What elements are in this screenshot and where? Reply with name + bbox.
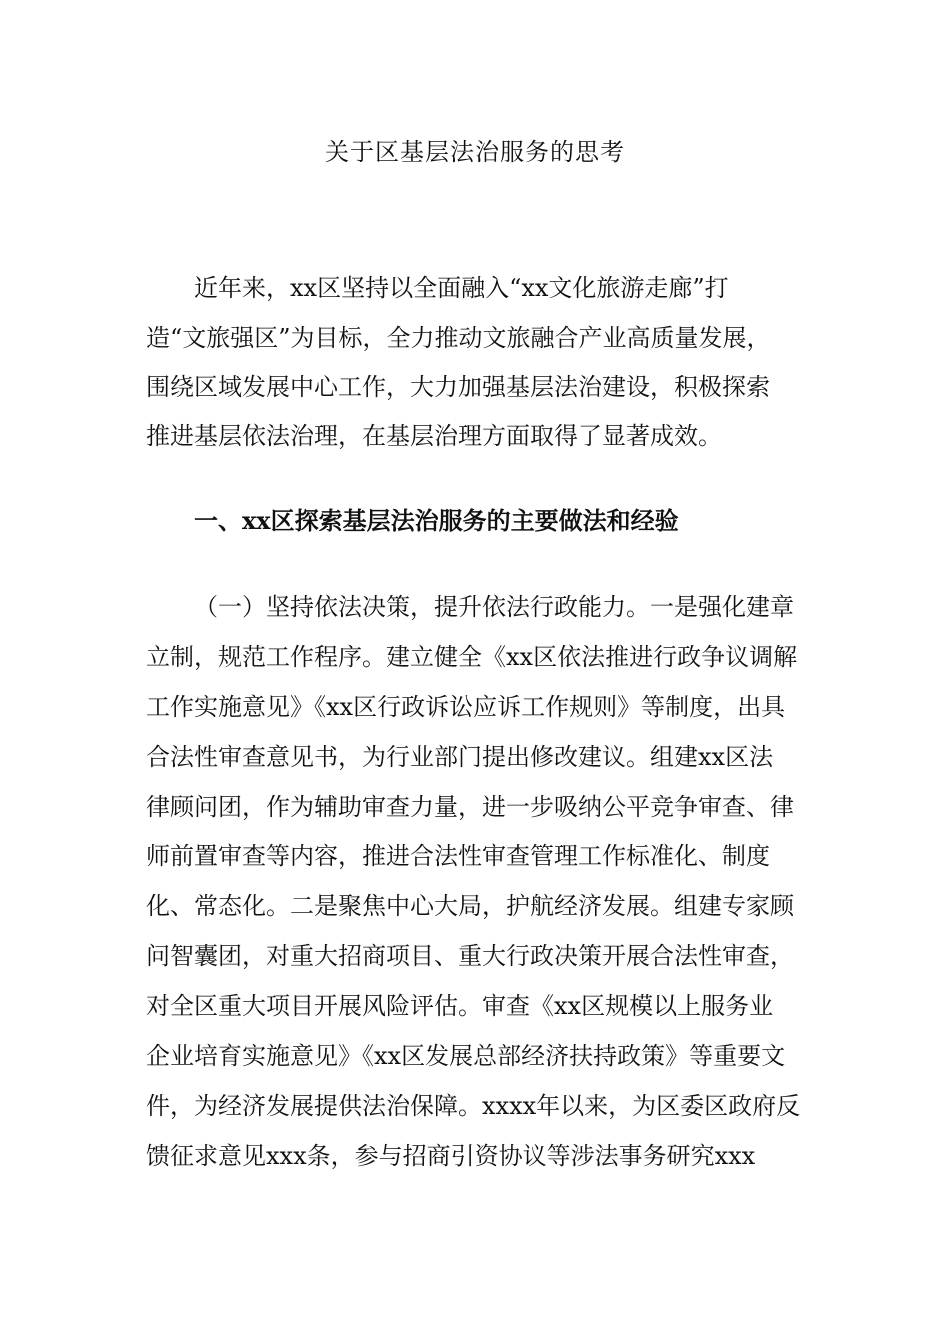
paragraph-line: 馈征求意见xxx条，参与招商引资协议等涉法事务研究xxx bbox=[146, 1142, 756, 1170]
paragraph-line: 师前置审查等内容，推进合法性审查管理工作标准化、制度 bbox=[146, 842, 770, 870]
paragraph-line: 工作实施意见》《xx区行政诉讼应诉工作规则》等制度，出具 bbox=[146, 693, 786, 721]
intro-line: 围绕区域发展中心工作，大力加强基层法治建设，积极探索 bbox=[146, 373, 770, 401]
paragraph-line: 合法性审查意见书，为行业部门提出修改建议。组建xx区法 bbox=[146, 743, 774, 771]
paragraph-line: 对全区重大项目开展风险评估。审查《xx区规模以上服务业 bbox=[146, 992, 774, 1020]
intro-line: 造“文旅强区”为目标，全力推动文旅融合产业高质量发展， bbox=[146, 324, 771, 352]
paragraph-line: 企业培育实施意见》《xx区发展总部经济扶持政策》等重要文 bbox=[146, 1042, 786, 1070]
paragraph-line: 件，为经济发展提供法治保障。xxxx年以来，为区委区政府反 bbox=[146, 1092, 801, 1120]
document-title: 关于区基层法治服务的思考 bbox=[325, 138, 625, 166]
paragraph-line: 化、常态化。二是聚焦中心大局，护航经济发展。组建专家顾 bbox=[146, 892, 794, 920]
paragraph-line: 立制，规范工作程序。建立健全《xx区依法推进行政争议调解 bbox=[146, 643, 798, 671]
paragraph-line: 律顾问团，作为辅助审查力量，进一步吸纳公平竞争审查、律 bbox=[146, 793, 794, 821]
paragraph-line: （一）坚持依法决策，提升依法行政能力。一是强化建章 bbox=[194, 593, 794, 621]
section-heading: 一、xx区探索基层法治服务的主要做法和经验 bbox=[194, 506, 679, 535]
intro-line: 近年来，xx区坚持以全面融入“xx文化旅游走廊”打 bbox=[194, 274, 729, 302]
paragraph-line: 问智囊团，对重大招商项目、重大行政决策开展合法性审查， bbox=[146, 942, 794, 970]
intro-line: 推进基层依法治理，在基层治理方面取得了显著成效。 bbox=[146, 422, 722, 450]
